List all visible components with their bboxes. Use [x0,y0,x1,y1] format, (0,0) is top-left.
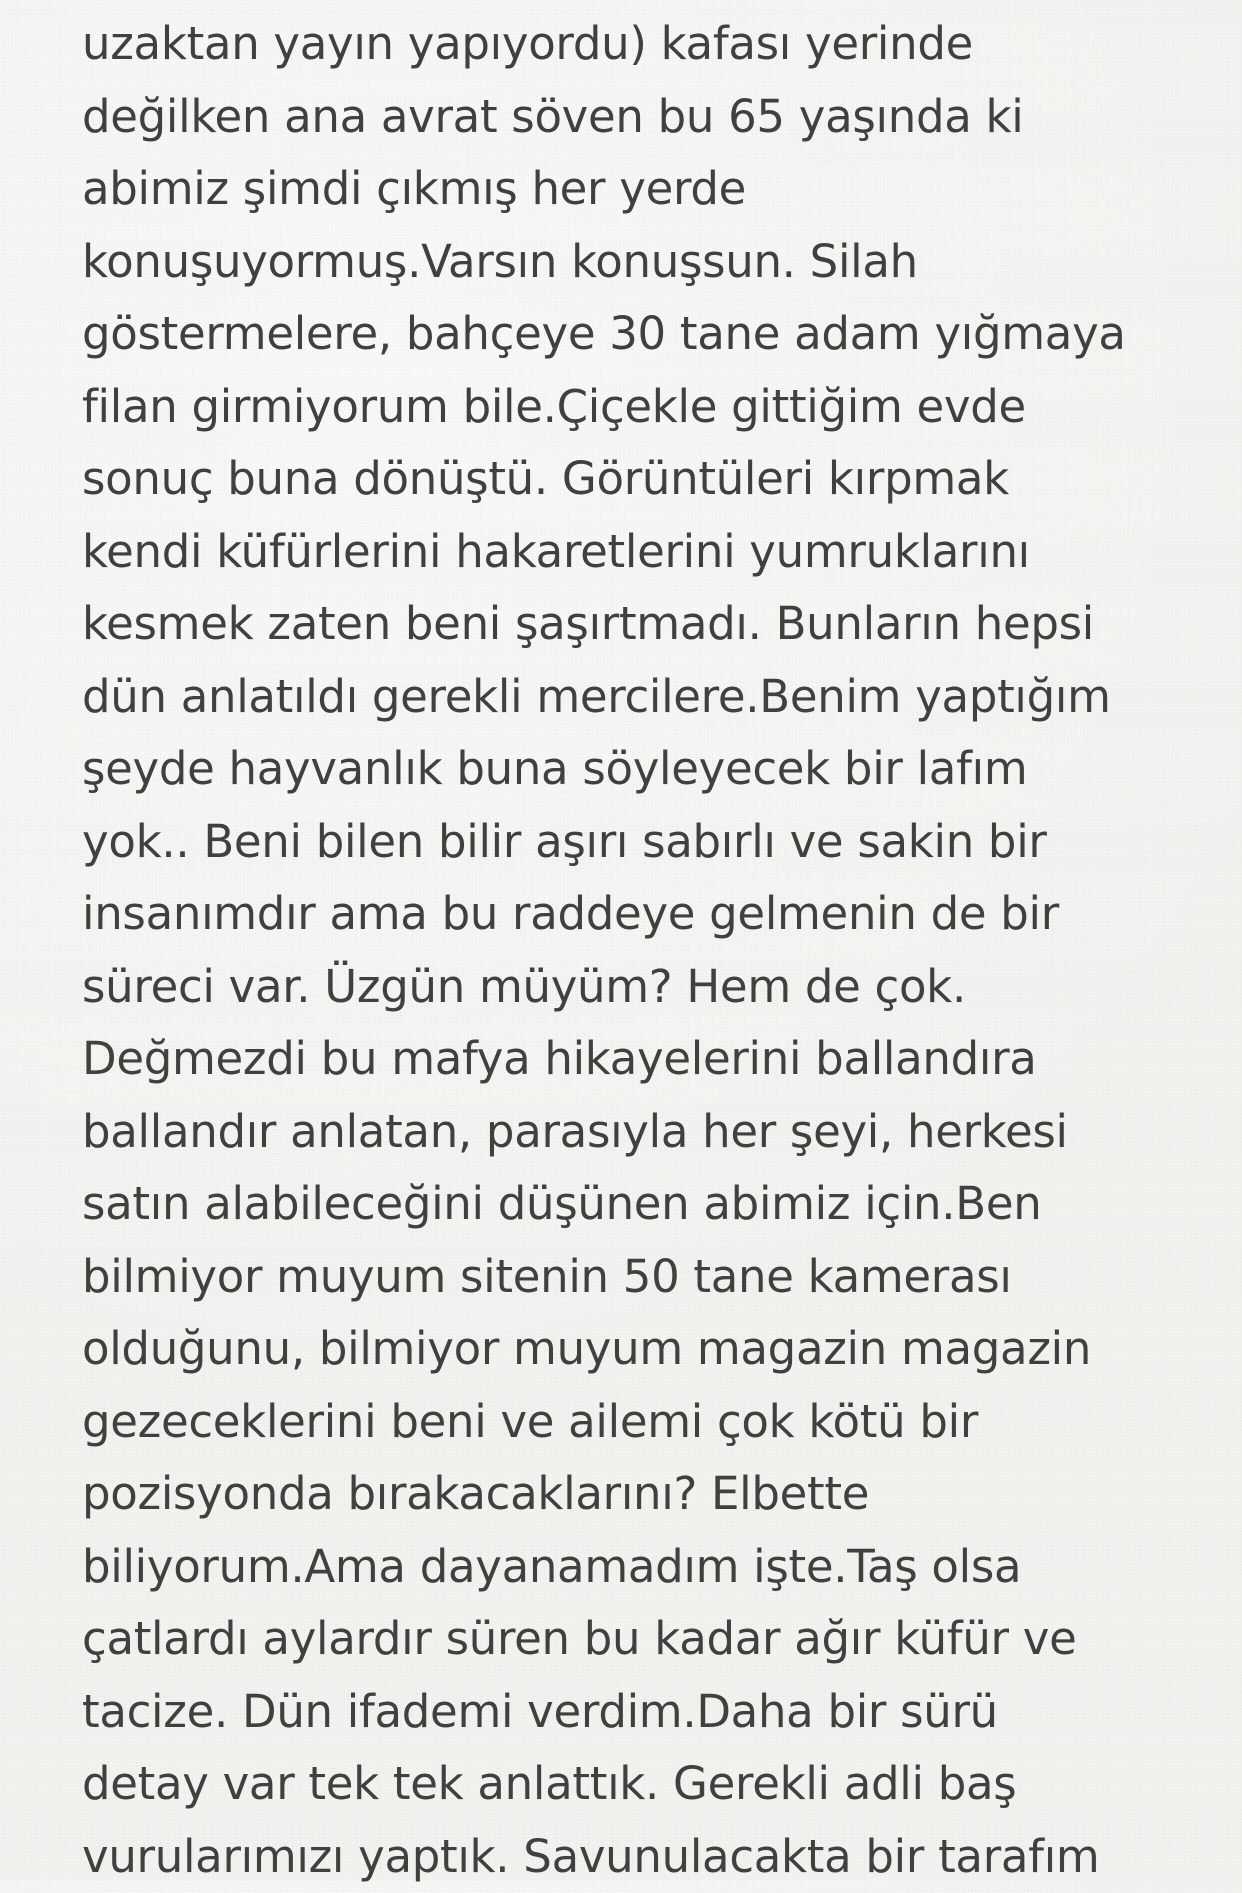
note-line: kendi küfürlerini hakaretlerini yumruklarını [82,516,1212,589]
note-line: değilken ana avrat söven bu 65 yaşında ki [82,81,1212,154]
note-line: uzaktan yayın yapıyordu) kafası yerinde [82,8,1212,81]
note-line: tacize. Dün ifademi verdim.Daha bir sürü [82,1676,1212,1749]
note-line: satın alabileceğini düşünen abimiz için.Ben [82,1168,1212,1241]
note-line: biliyorum.Ama dayanamadım işte.Taş olsa [82,1531,1212,1604]
note-line: Değmezdi bu mafya hikayelerini ballandıra [82,1023,1212,1096]
note-line: detay var tek tek anlattık. Gerekli adli baş [82,1748,1212,1821]
note-text-body[interactable] [82,8,1212,1893]
note-line: süreci var. Üzgün müyüm? Hem de çok. [82,951,1212,1024]
note-line: vurularımızı yaptık. Savunulacakta bir tarafım [82,1821,1212,1893]
note-line: pozisyonda bırakacaklarını? Elbette [82,1458,1212,1531]
note-line: insanımdır ama bu raddeye gelmenin de bir [82,878,1212,951]
note-line: bilmiyor muyum sitenin 50 tane kamerası [82,1241,1212,1314]
note-line: abimiz şimdi çıkmış her yerde [82,153,1212,226]
note-line: şeyde hayvanlık buna söyleyecek bir lafım [82,733,1212,806]
note-line: olduğunu, bilmiyor muyum magazin magazin [82,1313,1212,1386]
note-line: dün anlatıldı gerekli mercilere.Benim yaptığım [82,661,1212,734]
note-line: çatlardı aylardır süren bu kadar ağır küfür ve [82,1603,1212,1676]
note-line: kesmek zaten beni şaşırtmadı. Bunların hepsi [82,588,1212,661]
note-line: konuşuyormuş.Varsın konuşsun. Silah [82,226,1212,299]
note-line: yok.. Beni bilen bilir aşırı sabırlı ve sakin bir [82,806,1212,879]
note-line: gezeceklerini beni ve ailemi çok kötü bir [82,1386,1212,1459]
note-line: göstermelere, bahçeye 30 tane adam yığmaya [82,298,1212,371]
note-line: filan girmiyorum bile.Çiçekle gittiğim evde [82,371,1212,444]
note-line: sonuç buna dönüştü. Görüntüleri kırpmak [82,443,1212,516]
note-line: ballandır anlatan, parasıyla her şeyi, herkesi [82,1096,1212,1169]
